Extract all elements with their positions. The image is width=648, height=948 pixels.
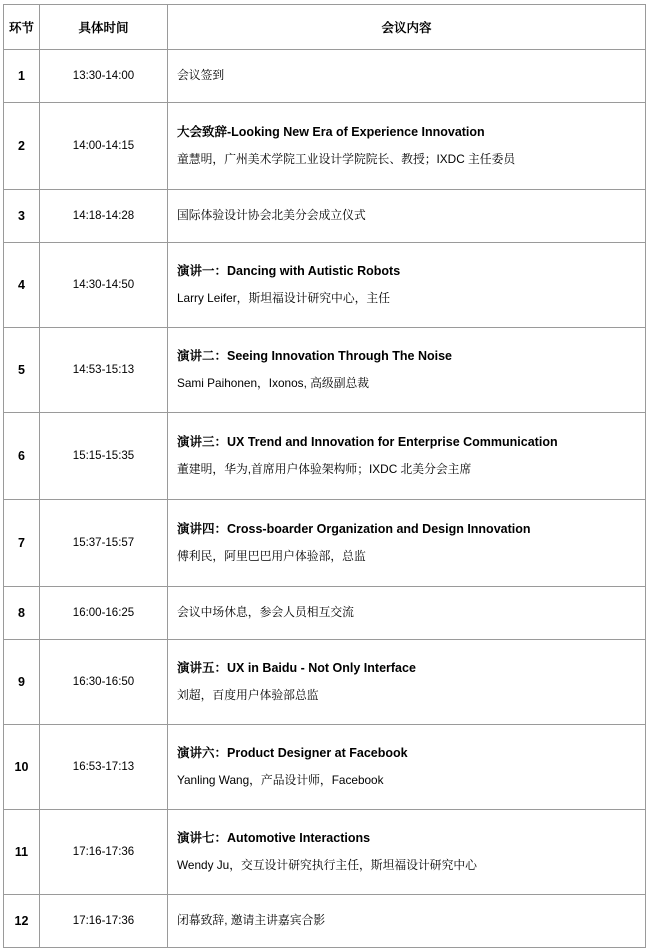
table-row — [4, 50, 646, 103]
column-header-content: 会议内容 — [168, 5, 646, 50]
row-content — [168, 243, 646, 328]
table-body — [4, 50, 646, 948]
row-no: 7 — [4, 500, 40, 587]
table-header — [4, 5, 646, 50]
agenda-table — [3, 4, 646, 948]
table-row — [4, 103, 646, 190]
row-no: 6 — [4, 413, 40, 500]
row-content — [168, 103, 646, 190]
row-content — [168, 413, 646, 500]
row-no: 10 — [4, 725, 40, 810]
row-title-text: 演讲四：Cross-boarder Organization and Design Innovation — [177, 522, 531, 537]
row-title-text: 大会致辞-Looking New Era of Experience Innovation — [177, 125, 485, 140]
table-row — [4, 810, 646, 895]
row-no: 1 — [4, 50, 40, 103]
row-no: 5 — [4, 328, 40, 413]
row-time: 15:15-15:35 — [40, 413, 168, 500]
table-row — [4, 328, 646, 413]
column-header-no: 环节 — [4, 5, 40, 50]
column-header-time: 具体时间 — [40, 5, 168, 50]
row-speaker-text: Sami Paihonen，Ixonos, 高级副总裁 — [177, 375, 370, 390]
row-no: 12 — [4, 895, 40, 948]
row-content — [168, 500, 646, 587]
row-time: 17:16-17:36 — [40, 810, 168, 895]
row-speaker-text: Larry Leifer，斯坦福设计研究中心，主任 — [177, 290, 391, 305]
table-row — [4, 640, 646, 725]
row-content — [168, 810, 646, 895]
row-plain-text: 会议签到 — [177, 68, 225, 83]
table-row — [4, 587, 646, 640]
table-row — [4, 243, 646, 328]
row-speaker-text: Wendy Ju，交互设计研究执行主任，斯坦福设计研究中心 — [177, 857, 477, 872]
row-no: 8 — [4, 587, 40, 640]
row-time: 17:16-17:36 — [40, 895, 168, 948]
row-no: 11 — [4, 810, 40, 895]
table-row — [4, 500, 646, 587]
row-speaker-text: Yanling Wang，产品设计师，Facebook — [177, 772, 384, 787]
row-time: 15:37-15:57 — [40, 500, 168, 587]
row-time: 14:18-14:28 — [40, 190, 168, 243]
row-title-text: 演讲一：Dancing with Autistic Robots — [177, 264, 401, 279]
row-title-text: 演讲二：Seeing Innovation Through The Noise — [177, 349, 453, 364]
row-speaker-text: 董建明，华为,首席用户体验架构师；IXDC 北美分会主席 — [177, 461, 472, 476]
table-row — [4, 725, 646, 810]
row-title-text: 演讲三：UX Trend and Innovation for Enterprise Communication — [177, 435, 558, 450]
row-plain-text: 闭幕致辞, 邀请主讲嘉宾合影 — [177, 913, 326, 928]
row-speaker-text: 傅利民，阿里巴巴用户体验部，总监 — [177, 548, 366, 563]
row-plain-text: 会议中场休息，参会人员相互交流 — [177, 605, 354, 620]
table-row — [4, 895, 646, 948]
row-title-text: 演讲七：Automotive Interactions — [177, 831, 371, 846]
row-no: 2 — [4, 103, 40, 190]
row-content — [168, 725, 646, 810]
row-time: 16:00-16:25 — [40, 587, 168, 640]
row-content — [168, 328, 646, 413]
row-content — [168, 50, 646, 103]
row-time: 16:30-16:50 — [40, 640, 168, 725]
table-row — [4, 413, 646, 500]
row-time: 13:30-14:00 — [40, 50, 168, 103]
row-time: 16:53-17:13 — [40, 725, 168, 810]
row-time: 14:00-14:15 — [40, 103, 168, 190]
row-plain-text: 国际体验设计协会北美分会成立仪式 — [177, 208, 366, 223]
row-content — [168, 895, 646, 948]
row-time: 14:30-14:50 — [40, 243, 168, 328]
row-no: 9 — [4, 640, 40, 725]
row-no: 4 — [4, 243, 40, 328]
table-header-row — [4, 5, 646, 50]
row-no: 3 — [4, 190, 40, 243]
row-speaker-text: 童慧明，广州美术学院工业设计学院院长、教授；IXDC 主任委员 — [177, 151, 516, 166]
row-title-text: 演讲六：Product Designer at Facebook — [177, 746, 408, 761]
row-title-text: 演讲五：UX in Baidu - Not Only Interface — [177, 661, 416, 676]
table-row — [4, 190, 646, 243]
row-speaker-text: 刘超，百度用户体验部总监 — [177, 687, 319, 702]
row-content — [168, 587, 646, 640]
row-content — [168, 640, 646, 725]
row-content — [168, 190, 646, 243]
row-time: 14:53-15:13 — [40, 328, 168, 413]
